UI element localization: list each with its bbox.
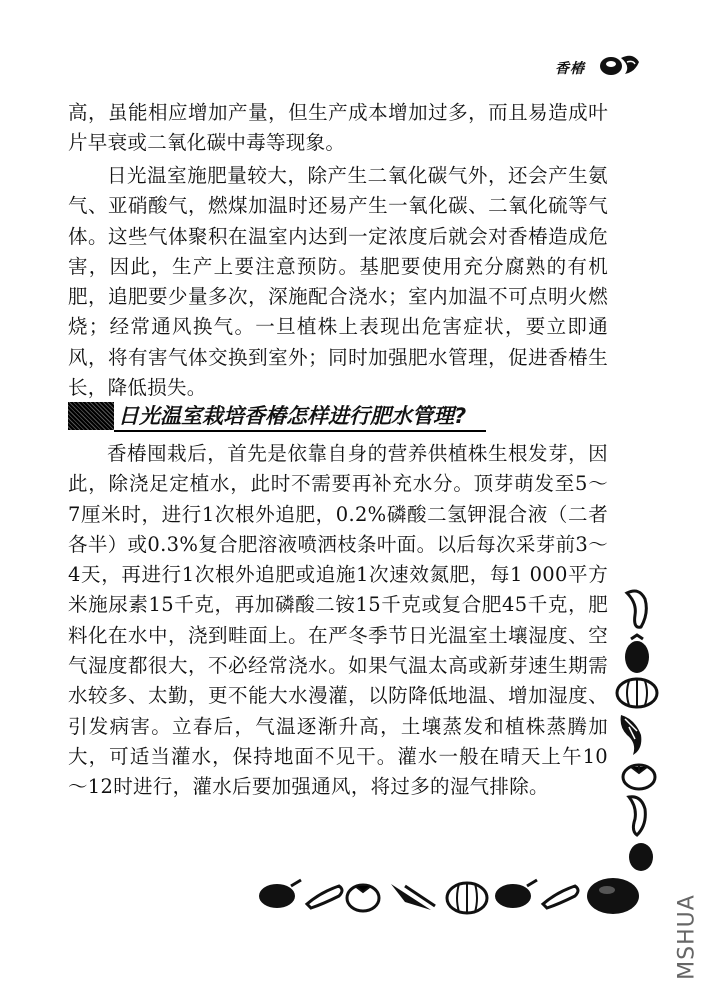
cucumber-icon [307,886,342,908]
pumpkin-icon [617,679,657,707]
melon-icon [587,878,639,914]
side-vegetable-decoration [615,585,665,875]
question-badge-icon [68,402,114,430]
bottom-vegetable-decoration [255,872,640,917]
running-title: 香椿 [555,61,585,77]
eggplant-icon [259,880,301,908]
carrot-icon [621,715,642,755]
heading-underline [114,430,486,432]
cucumber-icon [629,797,645,835]
carrot-icon [391,884,435,910]
body-paragraph: 日光温室施肥量较大，除产生二氧化碳气外，还会产生氨气、亚硝酸气，燃煤加温时还易产生一氧化碳、二氧化硫等气体。这些气体聚积在温室内达到一定浓度后就会对香椿造成危害，因此，生产上要注意预防。基肥要使用充分腐熟的有机肥，追肥要少量多次，深施配合浇水；室内加温不可点明火燃烧；经常通风换气。一旦植株上表现出危害症状，要立即通风，将有害气体交换到室外；同时加强肥水管理，促进香椿生长，降低损失。 [68,164,608,400]
watermark-text: MSHUA [674,894,700,980]
cucumber-icon [543,886,578,908]
cucumber-icon [627,591,646,627]
body-paragraph: 高，虽能相应增加产量，但生产成本增加过多，而且易造成叶片早衰或二氧化碳中毒等现象。 [68,101,608,155]
question-heading [68,401,488,431]
eggplant-icon [625,635,649,673]
eggplant-icon [495,880,537,908]
tomato-icon [623,765,655,789]
vegetable-ornament-icon [597,50,643,80]
body-paragraph: 香椿囤栽后，首先是依靠自身的营养供植株生根发芽，因此，除浇足定植水，此时不需要再补充水分。顶芽萌发至5～7厘米时，进行1次根外追肥，0.2%磷酸二氢钾混合液（二者各半）或0.3%复合肥溶液喷洒枝条叶面。以后每次采芽前3～4天，再进行1次根外追肥或追施1次速效氮肥，每1 000平方米施尿素15千克，再加磷酸二铵15千克或复合肥45千克，肥料化在水中，浇到畦面上。在严冬季节日光温室土壤湿度、空气湿度都很大，不必经常浇水。如果气温太高或新芽速生期需水较多、太勤，更不能大水漫灌，以防降低地温、增加湿度、引发病害。立春后，气温逐渐升高，土壤蒸发和植株蒸腾加大，可适当灌水，保持地面不见干。灌水一般在晴天上午10～12时进行，灌水后要加强通风，将过多的湿气排除。 [68,442,608,799]
pumpkin-icon [447,882,487,914]
eggplant-icon [629,843,653,871]
tomato-icon [347,885,379,911]
watermark [672,882,702,992]
question-title: 日光温室栽培香椿怎样进行肥水管理? [118,404,467,428]
